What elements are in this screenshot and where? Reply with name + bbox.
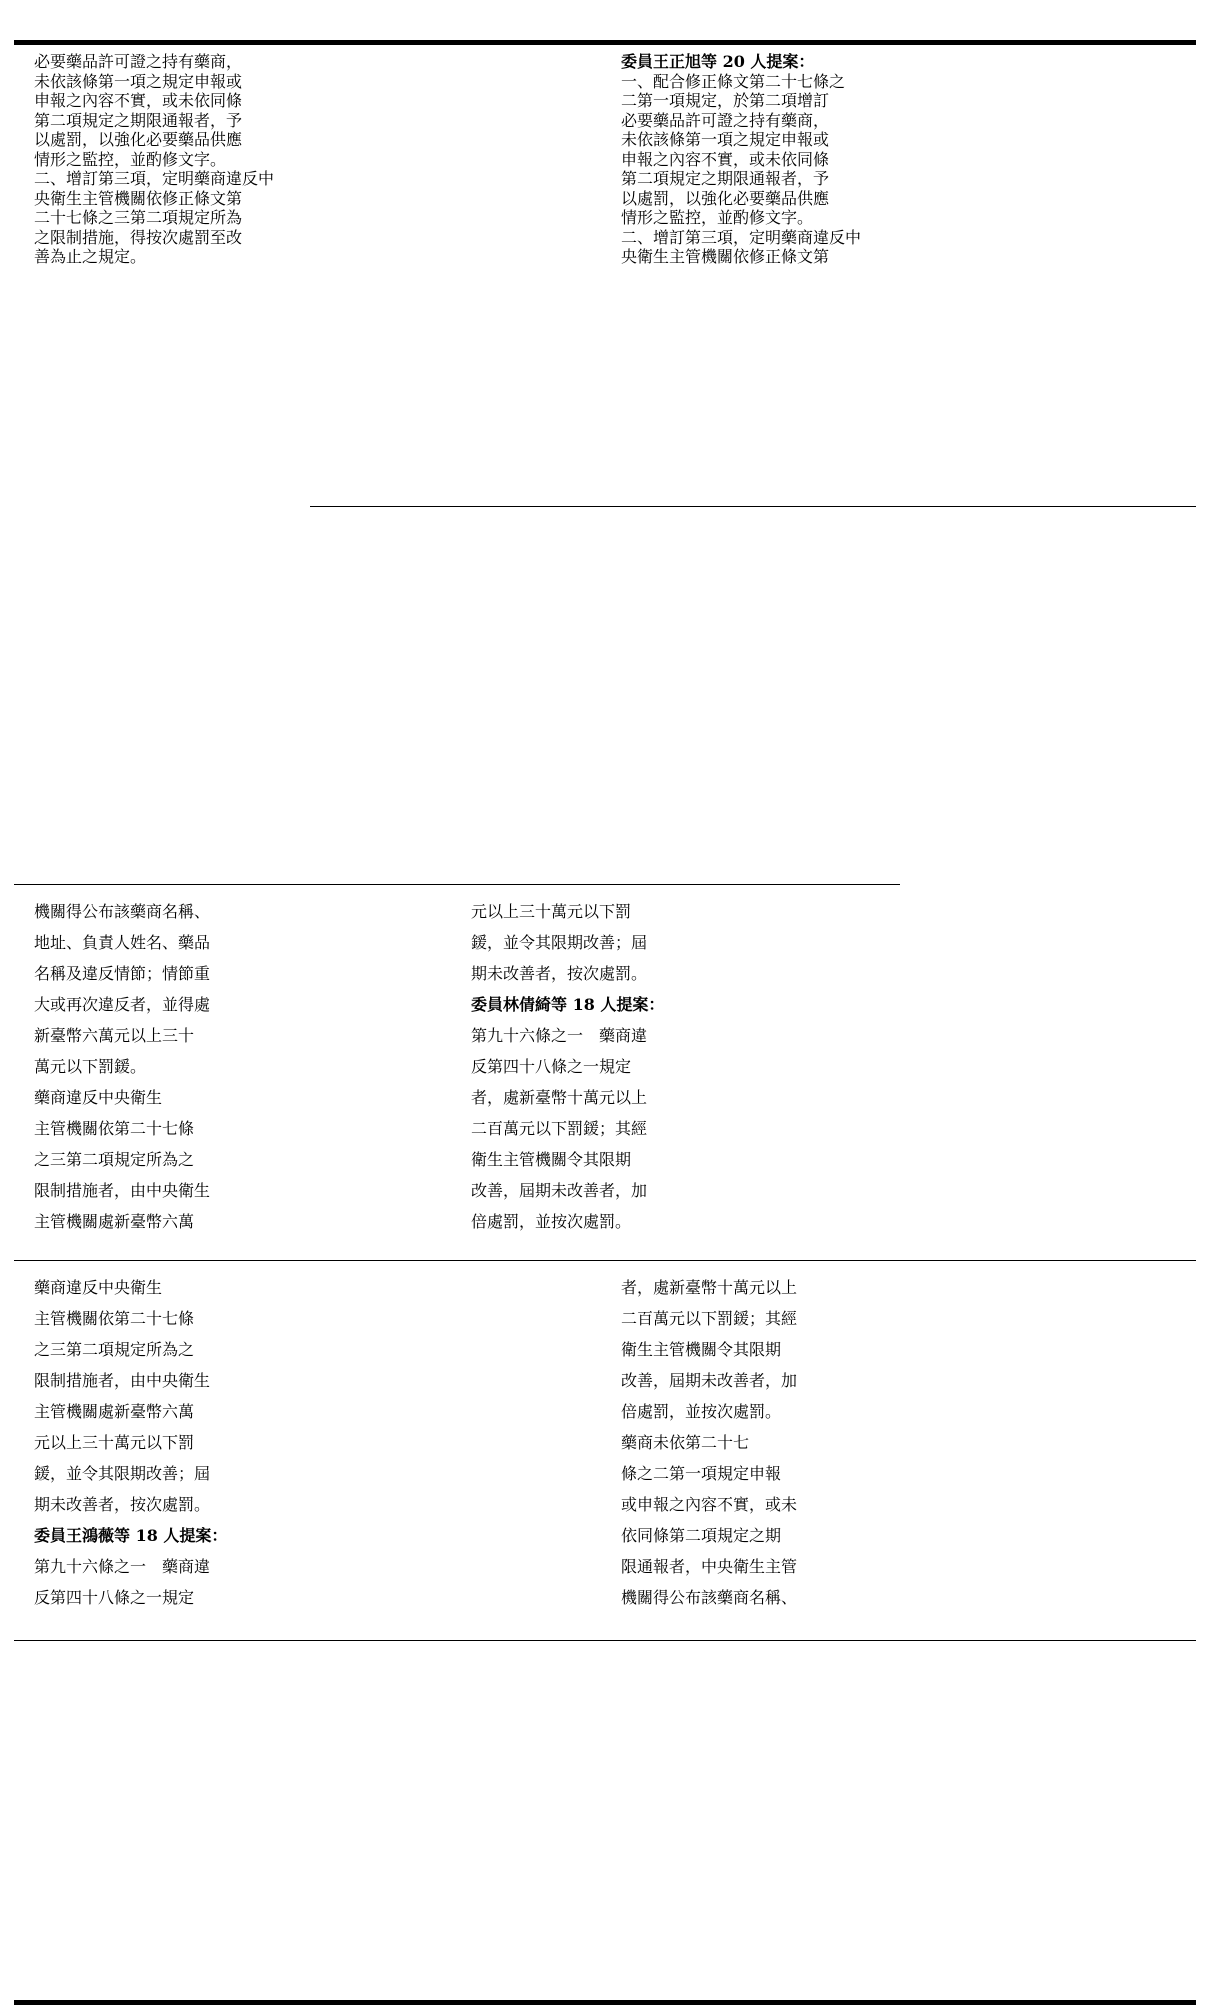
text-block-middle	[34, 896, 884, 1248]
text-line: 央衛生主管機關依修正條文第	[621, 247, 830, 266]
text-line: 機關得公布該藥商名稱、	[34, 902, 211, 921]
text-line: 主管機關處新臺幣六萬	[34, 1212, 195, 1231]
text-line: 或申報之內容不實，或未	[621, 1495, 798, 1514]
text-line: 主管機關處新臺幣六萬	[34, 1402, 195, 1421]
text-line: 善為止之規定。	[34, 247, 147, 266]
text-line: 期未改善者，按次處罰。	[34, 1495, 211, 1514]
text-line: 者，處新臺幣十萬元以上	[471, 1088, 648, 1107]
text-line: 情形之監控，並酌修文字。	[621, 208, 814, 227]
text-line: 期未改善者，按次處罰。	[471, 964, 648, 983]
text-line: 之三第二項規定所為之	[34, 1150, 195, 1169]
text-line: 未依該條第一項之規定申報或	[34, 71, 243, 91]
text-line: 二百萬元以下罰鍰；其經	[621, 1309, 798, 1328]
text-line: 央衛生主管機關依修正條文第	[34, 188, 243, 208]
text-line: 第九十六條之一 藥商違	[471, 1026, 648, 1045]
text-line: 新臺幣六萬元以上三十	[34, 1026, 195, 1045]
text-line: 藥商未依第二十七	[621, 1433, 750, 1452]
text-line: 改善，屆期未改善者，加	[471, 1181, 648, 1200]
text-line: 第二項規定之期限通報者，予	[621, 169, 830, 188]
text-line: 情形之監控，並酌修文字。	[34, 149, 227, 169]
text-line: 二、增訂第三項，定明藥商違反中	[34, 169, 275, 188]
top-rule	[14, 40, 1196, 45]
text-line: 衛生主管機關令其限期	[621, 1340, 782, 1359]
text-line: 之限制措施，得按次處罰至改	[34, 227, 243, 247]
text-line: 反第四十八條之一規定	[471, 1057, 632, 1076]
text-line: 名稱及違反情節；情節重	[34, 964, 211, 983]
proposal-heading: 委員王正旭等 20 人提案：	[621, 52, 815, 71]
text-line: 者，處新臺幣十萬元以上	[621, 1278, 798, 1297]
text-line: 以處罰，以強化必要藥品供應	[34, 130, 243, 149]
text-line: 第九十六條之一 藥商違	[34, 1557, 211, 1576]
text-line: 鍰，並令其限期改善；屆	[471, 933, 648, 952]
text-line: 反第四十八條之一規定	[34, 1588, 195, 1607]
text-line: 以處罰，以強化必要藥品供應	[621, 188, 830, 208]
text-line: 二十七條之三第二項規定所為	[34, 208, 243, 227]
text-line: 萬元以下罰鍰。	[34, 1057, 147, 1076]
divider-top-right	[310, 506, 1196, 507]
text-line: 未依該條第一項之規定申報或	[621, 130, 830, 149]
divider-mid-lower	[14, 1260, 1196, 1261]
text-block-top	[34, 52, 1184, 492]
text-line: 申報之內容不實，或未依同條	[621, 149, 830, 169]
text-line: 申報之內容不實，或未依同條	[34, 91, 243, 110]
proposal-heading: 委員王鴻薇等 18 人提案：	[34, 1526, 228, 1545]
text-line: 必要藥品許可證之持有藥商，	[621, 110, 830, 130]
text-line: 倍處罰，並按次處罰。	[471, 1212, 632, 1231]
text-line: 二百萬元以下罰鍰；其經	[471, 1119, 648, 1138]
text-line: 主管機關依第二十七條	[34, 1119, 195, 1138]
text-line: 一、配合修正條文第二十七條之	[621, 71, 846, 91]
text-line: 限通報者，中央衛生主管	[621, 1557, 798, 1576]
bottom-rule	[14, 2000, 1196, 2005]
divider-mid-upper	[14, 884, 900, 885]
proposal-heading: 委員林倩綺等 18 人提案：	[471, 995, 665, 1014]
text-line: 條之二第一項規定申報	[621, 1464, 782, 1483]
text-line: 藥商違反中央衛生	[34, 1088, 163, 1107]
text-line: 第二項規定之期限通報者，予	[34, 110, 243, 130]
text-line: 藥商違反中央衛生	[34, 1278, 163, 1297]
text-line: 二、增訂第三項，定明藥商違反中	[621, 227, 862, 247]
divider-bottom	[14, 1640, 1196, 1641]
text-line: 限制措施者，由中央衛生	[34, 1181, 211, 1200]
text-line: 衛生主管機關令其限期	[471, 1150, 632, 1169]
text-block-bottom	[34, 1272, 1184, 1628]
text-line: 改善，屆期未改善者，加	[621, 1371, 798, 1390]
text-line: 機關得公布該藥商名稱、	[621, 1588, 798, 1607]
text-line: 依同條第二項規定之期	[621, 1526, 782, 1545]
text-line: 地址、負責人姓名、藥品	[34, 933, 211, 952]
text-line: 之三第二項規定所為之	[34, 1340, 195, 1359]
text-line: 元以上三十萬元以下罰	[34, 1433, 195, 1452]
text-line: 元以上三十萬元以下罰	[471, 902, 632, 921]
text-line: 主管機關依第二十七條	[34, 1309, 195, 1328]
text-line: 限制措施者，由中央衛生	[34, 1371, 211, 1390]
text-line: 二第一項規定，於第二項增訂	[621, 91, 830, 110]
text-line: 大或再次違反者，並得處	[34, 995, 211, 1014]
text-line: 倍處罰，並按次處罰。	[621, 1402, 782, 1421]
text-line: 鍰，並令其限期改善；屆	[34, 1464, 211, 1483]
text-line: 必要藥品許可證之持有藥商，	[34, 52, 243, 71]
